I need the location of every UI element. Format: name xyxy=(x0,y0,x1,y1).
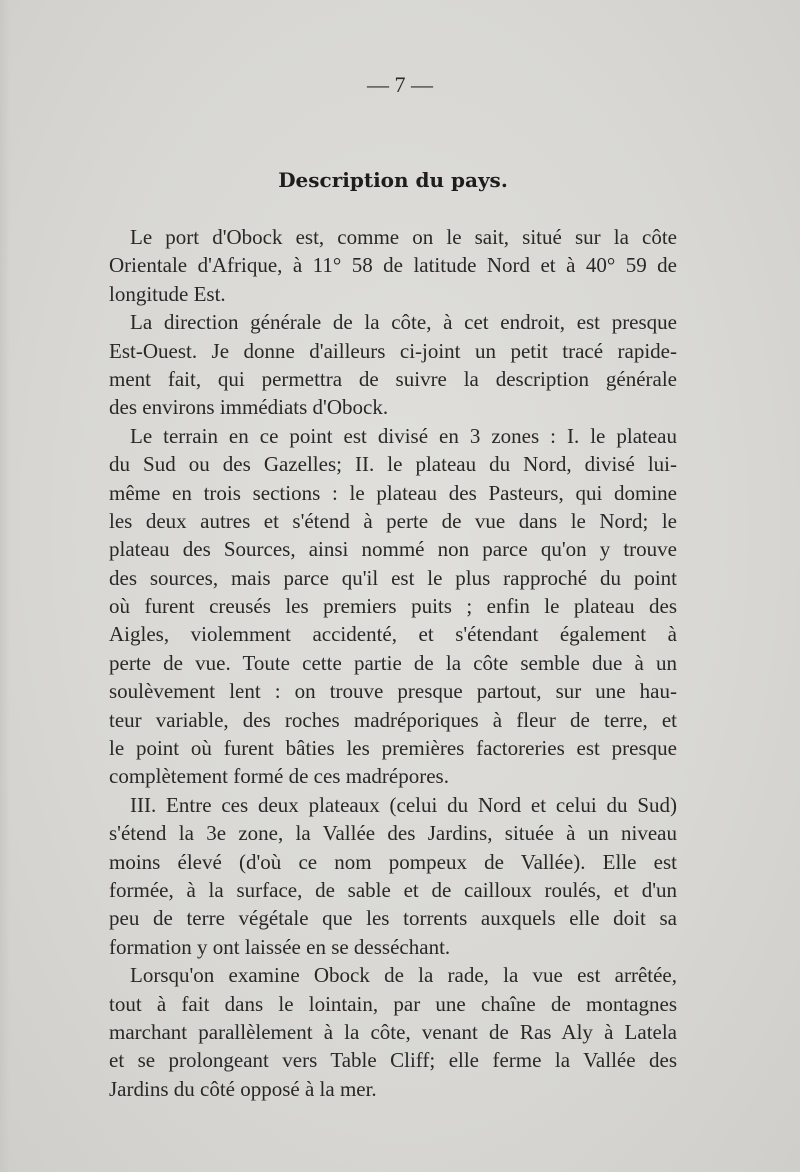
text-line: formation y ont laissée en se desséchant. xyxy=(109,934,451,959)
text-line: où furent creusés les premiers puits ; enfin le plateau des xyxy=(109,594,677,619)
text-line: La direction générale de la côte, à cet endroit, est presque xyxy=(130,310,677,335)
text-line: des environs immédiats d'Obock. xyxy=(109,395,389,420)
text-line: Aigles, violemment accidenté, et s'étendant également à xyxy=(109,622,677,647)
text-line: teur variable, des roches madréporiques à fleur de terre, et xyxy=(109,707,677,732)
text-line: ment fait, qui permettra de suivre la description générale xyxy=(109,366,677,391)
text-line: Orientale d'Afrique, à 11° 58 de latitude Nord et à 40° 59 de xyxy=(109,253,677,278)
section-title: Description du pays. xyxy=(278,168,508,192)
paragraph xyxy=(109,961,677,1103)
paragraph xyxy=(109,308,677,422)
text-line: moins élevé (d'où ce nom pompeux de Vallée). Elle est xyxy=(109,849,677,874)
text-line: s'étend la 3e zone, la Vallée des Jardins, située à un niveau xyxy=(109,821,677,846)
text-line: les deux autres et s'étend à perte de vue dans le Nord; le xyxy=(109,508,677,533)
page-number: — 7 — xyxy=(367,72,433,97)
text-line: le point où furent bâties les premières factoreries est presque xyxy=(109,736,677,761)
text-line: perte de vue. Toute cette partie de la côte semble due à un xyxy=(109,650,677,675)
body-text xyxy=(109,223,677,1103)
text-line: Est-Ouest. Je donne d'ailleurs ci-joint un petit tracé rapide- xyxy=(109,338,677,363)
paragraph xyxy=(109,791,677,961)
text-line: plateau des Sources, ainsi nommé non parce qu'on y trouve xyxy=(109,537,677,562)
text-line: Lorsqu'on examine Obock de la rade, la vue est arrêtée, xyxy=(130,963,677,988)
text-line: III. Entre ces deux plateaux (celui du Nord et celui du Sud) xyxy=(130,792,677,817)
text-line: Le terrain en ce point est divisé en 3 zones : I. le plateau xyxy=(130,423,677,448)
text-line: même en trois sections : le plateau des Pasteurs, qui domine xyxy=(109,480,677,505)
paragraph xyxy=(109,422,677,791)
text-line: et se prolongeant vers Table Cliff; elle ferme la Vallée des xyxy=(109,1048,677,1073)
paragraph xyxy=(109,223,677,308)
text-line: tout à fait dans le lointain, par une chaîne de montagnes xyxy=(109,991,677,1016)
text-line: soulèvement lent : on trouve presque partout, sur une hau- xyxy=(109,679,677,704)
text-line: Le port d'Obock est, comme on le sait, situé sur la côte xyxy=(130,225,677,249)
text-line: peu de terre végétale que les torrents auxquels elle doit sa xyxy=(109,906,677,931)
text-line: marchant parallèlement à la côte, venant de Ras Aly à Latela xyxy=(109,1019,677,1044)
text-line: du Sud ou des Gazelles; II. le plateau du Nord, divisé lui- xyxy=(109,452,677,477)
text-line: longitude Est. xyxy=(109,281,226,306)
text-line: Jardins du côté opposé à la mer. xyxy=(109,1076,377,1101)
text-line: des sources, mais parce qu'il est le plus rapproché du point xyxy=(109,565,677,590)
text-line: complètement formé de ces madrépores. xyxy=(109,764,449,789)
text-line: formée, à la surface, de sable et de cailloux roulés, et d'un xyxy=(109,877,677,902)
